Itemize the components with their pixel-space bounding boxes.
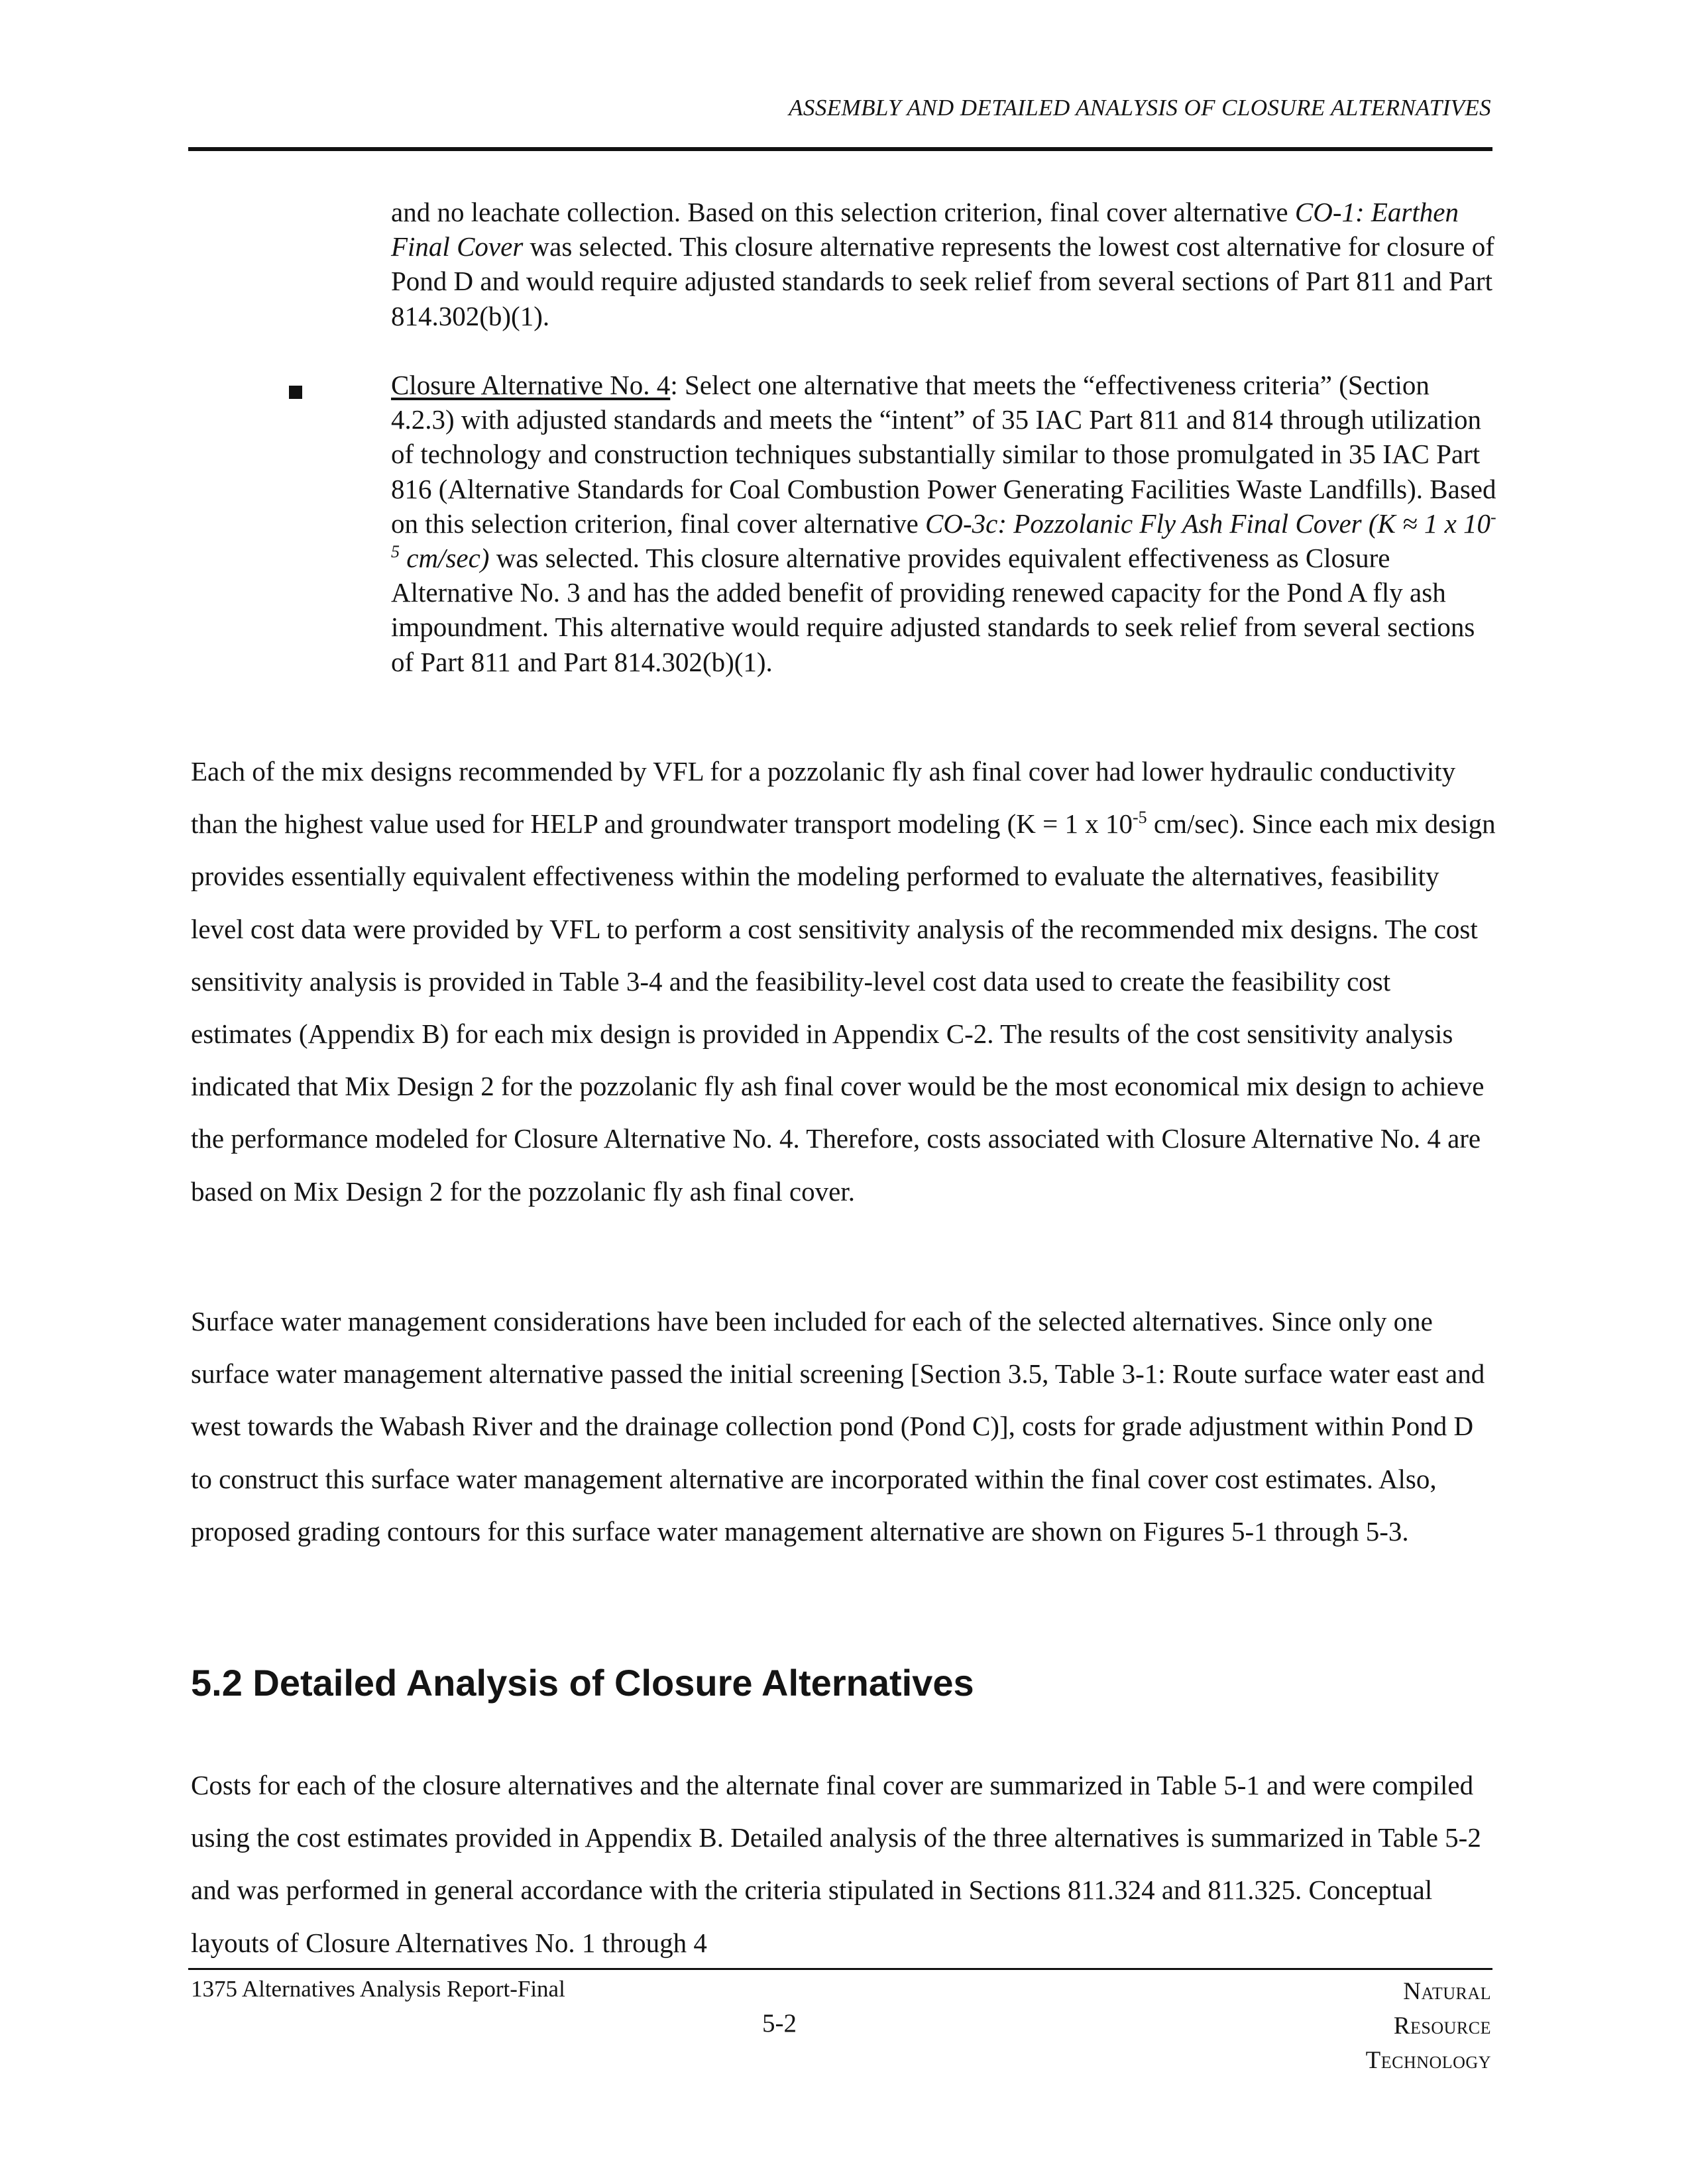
footer-company [1246,1975,1491,2078]
continuation-paragraph [391,195,1498,333]
bullet-text-2: was selected. This closure alternative provides equivalent effectiveness as Closure Alternative No. 3 and has the added benefit of providing renewed capacity for the Pond A fly ash impoundment. This alternative would require adjusted standards to seek relief from several sections of Part 811 and Part 814.302(b)(1). [391,543,1475,677]
paragraph-surface-water: Surface water management considerations have been included for each of the selected alternatives. Since only one surface water management alternative passed the initial screening [Section 3.5, Table 3-1: Route surface water east and west towards the Wabash River and the drainage collection pond (Pond C)], costs for grade adjustment within Pond D to construct this surface water management alternative are incorporated within the final cover cost estimates. Also, proposed grading contours for this surface water management alternative are shown on Figures 5-1 through 5-3. [191,1306,1485,1547]
paragraph-mix-designs: Each of the mix designs recommended by VFL for a pozzolanic fly ash final cover had lower hydraulic conductivity than the highest value used for HELP and groundwater transport modeling (K = 1 x $10^{-5}$ cm/sec). Since each mix design provides essentially equivalent effectiveness within the modeling performed to evaluate the alternatives, feasibility level cost data were provided by VFL to perform a cost sensitivity analysis of the recommended mix designs. The cost sensitivity analysis is provided in Table 3-4 and the feasibility-level cost data used to create the feasibility cost estimates (Appendix B) for each mix design is provided in Appendix C-2. The results of the cost sensitivity analysis indicated that Mix Design 2 for the pozzolanic fly ash final cover would be the most economical mix design to achieve the performance modeled for Closure Alternative No. 4. Therefore, costs associated with Closure Alternative No. 4 are based on Mix Design 2 for the pozzolanic fly ash final cover. [191,756,1496,1207]
closure-alternative-4-label: Closure Alternative No. 4 [391,370,671,400]
company-line-3: Technology [1365,2047,1491,2074]
bullet-square-icon [289,386,302,399]
continuation-text-1: and no leachate collection. Based on this selection criterion, final cover alternative [391,197,1295,227]
cover-alternative-co3c: CO-3c: Pozzolanic Fly Ash Final Cover (K ≈ 1 x $10^{-5}$ cm/sec) [391,507,1496,574]
running-header: ASSEMBLY AND DETAILED ANALYSIS OF CLOSURE ALTERNATIVES [789,95,1491,121]
company-line-1: Natural [1403,1978,1491,2005]
exponent: -5 [391,507,1496,562]
header-rule [188,147,1492,151]
footer-report-name: 1375 Alternatives Analysis Report-Final [191,1976,565,2002]
exponent: -5 [1133,808,1147,828]
paragraph-costs: Costs for each of the closure alternatives and the alternate final cover are summarized in Table 5-1 and were compiled using the cost estimates provided in Appendix B. Detailed analysis of the three alternatives is summarized in Table 5-2 and was performed in general accordance with the criteria stipulated in Sections 811.324 and 811.325. Conceptual layouts of Closure Alternatives No. 1 through 4 [191,1770,1481,1958]
page-number: 5-2 [762,2009,797,2038]
continuation-text-2: was selected. This closure alternative represents the lowest cost alternative for closure of Pond D and would require adjusted standards to seek relief from several sections of Part 811 and Part 814.302(b)(1). [391,231,1494,331]
company-line-2: Resource [1393,2012,1491,2040]
section-heading: 5.2 Detailed Analysis of Closure Alternatives [191,1662,974,1704]
bullet-paragraph-alternative-4 [391,368,1498,679]
footer-rule [188,1968,1492,1970]
cover-alternative-co1: CO-1: Earthen Final Cover [391,197,1459,262]
bullet-text-1: : Select one alternative that meets the “effectiveness criteria” (Section 4.2.3) with adjusted standards and meets the “intent” of 35 IAC Part 811 and 814 through utilization of technology and construction techniques substantially similar to those promulgated in 35 IAC Part 816 (Alternative Standards for Coal Combustion Power Generating Facilities Waste Landfills). Based on this selection criterion, final cover alternative [391,370,1496,539]
